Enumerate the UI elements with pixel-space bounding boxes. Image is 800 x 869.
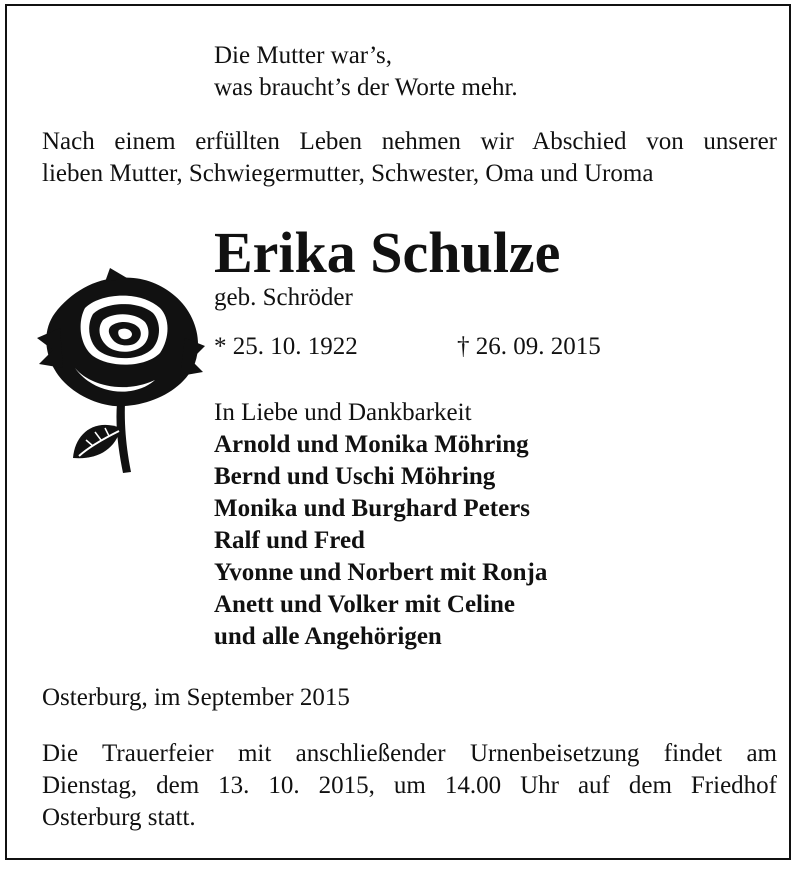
- mourner-name: Arnold und Monika Möhring: [214, 431, 529, 458]
- mourner-name: Yvonne und Norbert mit Ronja: [214, 559, 548, 586]
- ceremony-text: [42, 738, 777, 834]
- place-date: Osterburg, im September 2015: [42, 684, 350, 711]
- poem-line-2: was braucht’s der Worte mehr.: [214, 74, 518, 101]
- ceremony-line-1: Die Trauerfeier mit anschließender Urnenbeisetzung findet am: [42, 740, 777, 767]
- intro-line-1: Nach einem erfüllten Leben nehmen wir Abschied von unserer: [42, 128, 777, 155]
- death-date: † 26. 09. 2015: [457, 333, 601, 360]
- mourner-name: Ralf und Fred: [214, 527, 365, 554]
- poem-line-1: Die Mutter war’s,: [214, 42, 392, 69]
- birth-date: * 25. 10. 1922: [214, 333, 358, 360]
- intro-text: [42, 126, 777, 190]
- ceremony-line-2: Dienstag, dem 13. 10. 2015, um 14.00 Uhr auf dem Friedhof: [42, 772, 777, 799]
- mourner-name: Anett und Volker mit Celine: [214, 591, 515, 618]
- maiden-name: geb. Schröder: [214, 284, 353, 311]
- deceased-name: Erika Schulze: [214, 220, 561, 285]
- mourner-name: Monika und Burghard Peters: [214, 495, 531, 522]
- obituary-notice: [5, 4, 791, 860]
- mourner-name: Bernd und Uschi Möhring: [214, 463, 496, 490]
- intro-line-2: lieben Mutter, Schwiegermutter, Schwester, Oma und Uroma: [42, 160, 654, 187]
- rose-icon: [35, 268, 205, 488]
- mourners-heading: In Liebe und Dankbarkeit: [214, 399, 472, 426]
- mourner-name: und alle Angehörigen: [214, 623, 442, 650]
- ceremony-line-3: Osterburg statt.: [42, 804, 196, 831]
